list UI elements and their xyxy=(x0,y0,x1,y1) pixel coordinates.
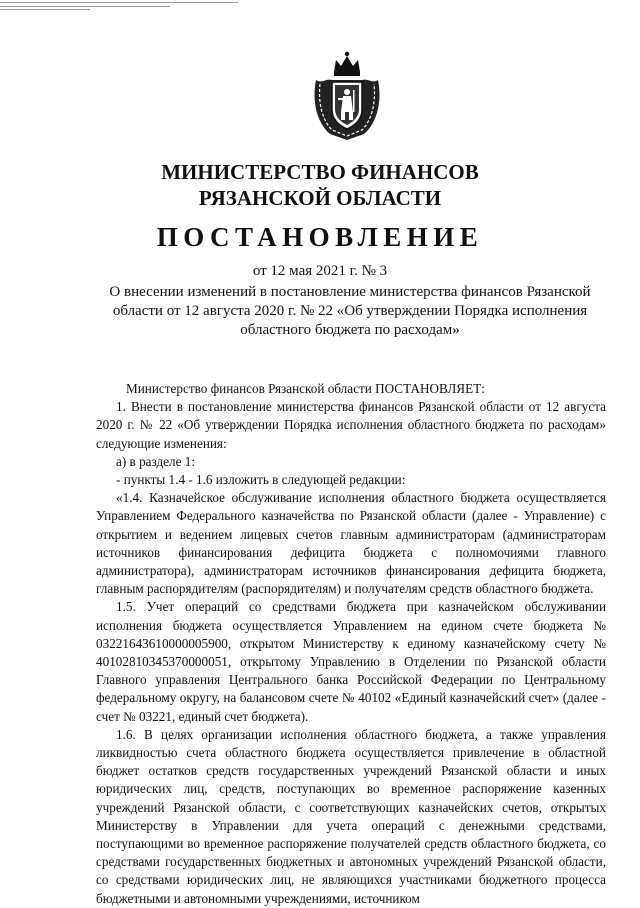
scan-line-lower xyxy=(0,6,170,7)
scan-line-top xyxy=(0,2,238,3)
body-item-1a-dash: - пункты 1.4 - 1.6 изложить в следующей редакции: xyxy=(116,472,406,488)
body-item-1: 1. Внести в постановление министерства финансов Рязанской области от 12 августа 2020 г. № 22 «Об утверждении Порядка исполнения областного бюджета по расходам» следующие изменения: xyxy=(96,399,606,451)
document-type-title: ПОСТАНОВЛЕНИЕ xyxy=(156,222,484,252)
decree-date-number: от 12 мая 2021 г. № 3 xyxy=(252,263,388,279)
body-paragraph-1-6: 1.6. В целях организации исполнения областного бюджета, а также управления ликвидностью счета областного бюджета осуществляется привлечение в областной бюджет остатков средств государственных учреждений Рязанской области и иных юридических лиц, средств, поступающих во временное распоряжение казенных учреждений Рязанской области, с соответствующих казначейских счетов, открытых Министерству в Управлении для учета операций с денежными средствами, поступающими во временное распоряжение получателей средств областного бюджета, со средствами государственных бюджетных и автономных учреждений Рязанской области, со средствами юридических лиц, не являющихся участниками бюджетного процесса бюджетными и автономными учреждениями, источником xyxy=(96,726,606,906)
crown-icon xyxy=(334,52,360,76)
decree-subject: О внесении изменений в постановление министерства финансов Рязанской области от 12 августа 2020 г. № 22 «Об утверждении Порядка исполнения областного бюджета по расходам» xyxy=(109,284,591,338)
scan-edge-lines xyxy=(0,0,640,14)
ryazan-coat-of-arms-icon xyxy=(310,50,384,142)
body-item-1a: а) в разделе 1: xyxy=(116,453,196,469)
ministry-name xyxy=(0,159,640,211)
body-paragraph-1-4: «1.4. Казначейское обслуживание исполнения областного бюджета осуществляется Управлением Федерального казначейства по Рязанской области (далее - Управление) с открытием и ведением лицевых счетов главным администраторам (администраторам источников финансирования дефицита бюджета с полномочиями главного администратора), администраторам источников финансирования дефицита бюджета, главным распорядителям (распорядителям) и получателям средств областного бюджета. xyxy=(96,490,606,597)
scan-line-short xyxy=(0,9,90,10)
body-intro: Министерство финансов Рязанской области ПОСТАНОВЛЯЕТ: xyxy=(126,381,485,396)
decree-body xyxy=(96,380,606,908)
body-paragraph-1-5: 1.5. Учет операций со средствами бюджета при казначейском обслуживании исполнения бюджета осуществляется Управлением на едином счете бюджета № 03221643610000005900, открытом Министерству к единому казначейскому счету № 40102810345370000051, открытому Управлению в Отделении по Рязанской области Главного управления Центрального банка Российской Федерации по Центральному федеральному округу, на балансовом счете № 40102 «Единый казначейский счет» (далее - счет № 03221, единый счет бюджета). xyxy=(96,599,606,724)
ministry-name-line1: МИНИСТЕРСТВО ФИНАНСОВ xyxy=(161,160,479,184)
ministry-name-line2: РЯЗАНСКОЙ ОБЛАСТИ xyxy=(198,186,442,210)
